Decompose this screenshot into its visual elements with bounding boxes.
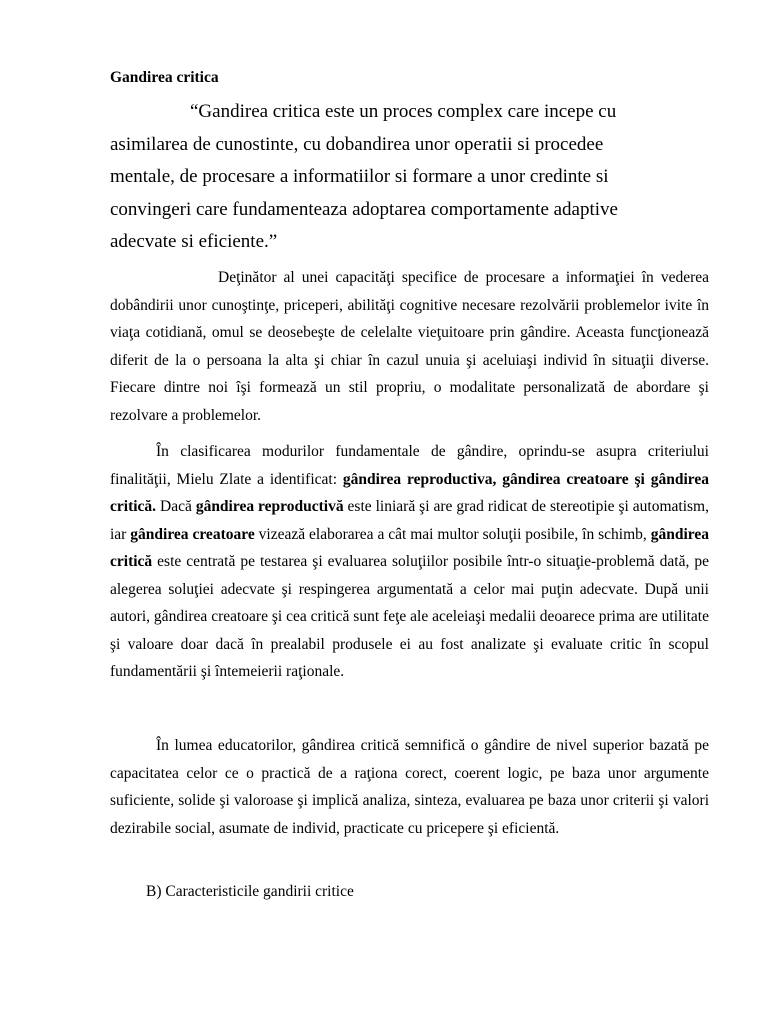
paragraph-capacitati [110,264,709,429]
paragraph-text: În lumea educatorilor, gândirea critică semnifică o gândire de nivel superior bazată pe capacitatea celor ce o practică de a raţiona corect, coerent logic, pe baza unor argumente suficiente, solide şi valoroase şi implică analiza, sinteza, evaluarea pe baza unor criterii şi valori dezirabile social, asumate de individ, practicate cu pricepere şi eficientă. [110,737,709,837]
paragraph-text-part: este centrată pe testarea şi evaluarea soluţiilor posibile într-o situaţie-problemă dată, pe alegerea soluţiei adecvate şi respingerea argumentată a celor mai puţin adecvate. După unii autori, gândirea creatoare şi cea critică sunt feţe ale aceleiaşi medalii deoarece prima are utilitate şi valoare doar dacă în prealabil produsele ei au fost analizate şi evaluate critic în scopul fundamentării şi întemeierii raţionale. [110,553,709,680]
section-subheading: B) Caracteristicile gandirii critice [146,883,354,900]
bold-term-creatoare: gândirea creatoare [130,525,255,543]
paragraph-text: Deţinător al unei capacităţi specifice de procesare a informaţiei în vederea dobândirii unor cunoştinţe, priceperi, abilităţi cognitive necesare rezolvării problemelor ivite în viaţa cotidiană, omul se deosebeşte de celelalte vieţuitoare prin gândire. Aceasta funcţionează diferit de la o persoana la alta şi chiar în cazul unuia şi aceluiaşi individ în situaţii diverse. Fiecare dintre noi îşi formează un stil propriu, o modalitate personalizată de abordare şi rezolvare a problemelor. [110,269,709,424]
paragraph-text-part: În clasificarea modurilor fundamentale de gândire, oprindu-se asupra criteriului finalităţii, Mielu Zlate a identificat: [110,443,709,488]
paragraph-educatori [110,732,709,842]
paragraph-text-part: este liniară şi are grad ridicat de stereotipie şi automatism, iar [110,498,709,543]
paragraph-text-part: Dacă [156,498,196,515]
quote-block [110,96,670,259]
quote-text: “Gandirea critica este un proces complex care incepe cu asimilarea de cunostinte, cu dobandirea unor operatii si procedee mentale, de procesare a informatiilor si formare a unor credinte si convingeri care fundamenteaza adoptarea comportamente adaptive adecvate si eficiente.” [110,101,618,252]
bold-term-critica: gândirea critică [110,525,709,570]
document-title: Gandirea critica [110,69,219,86]
bold-term-reproductiva: gândirea reproductivă [195,498,344,515]
bold-term-modes: gândirea reproductiva, gândirea creatoare şi gândirea critică. [110,470,709,515]
paragraph-text-part: vizează elaborarea a cât mai multor soluţii posibile, în schimb, [254,525,651,543]
paragraph-clasificare [110,438,709,686]
